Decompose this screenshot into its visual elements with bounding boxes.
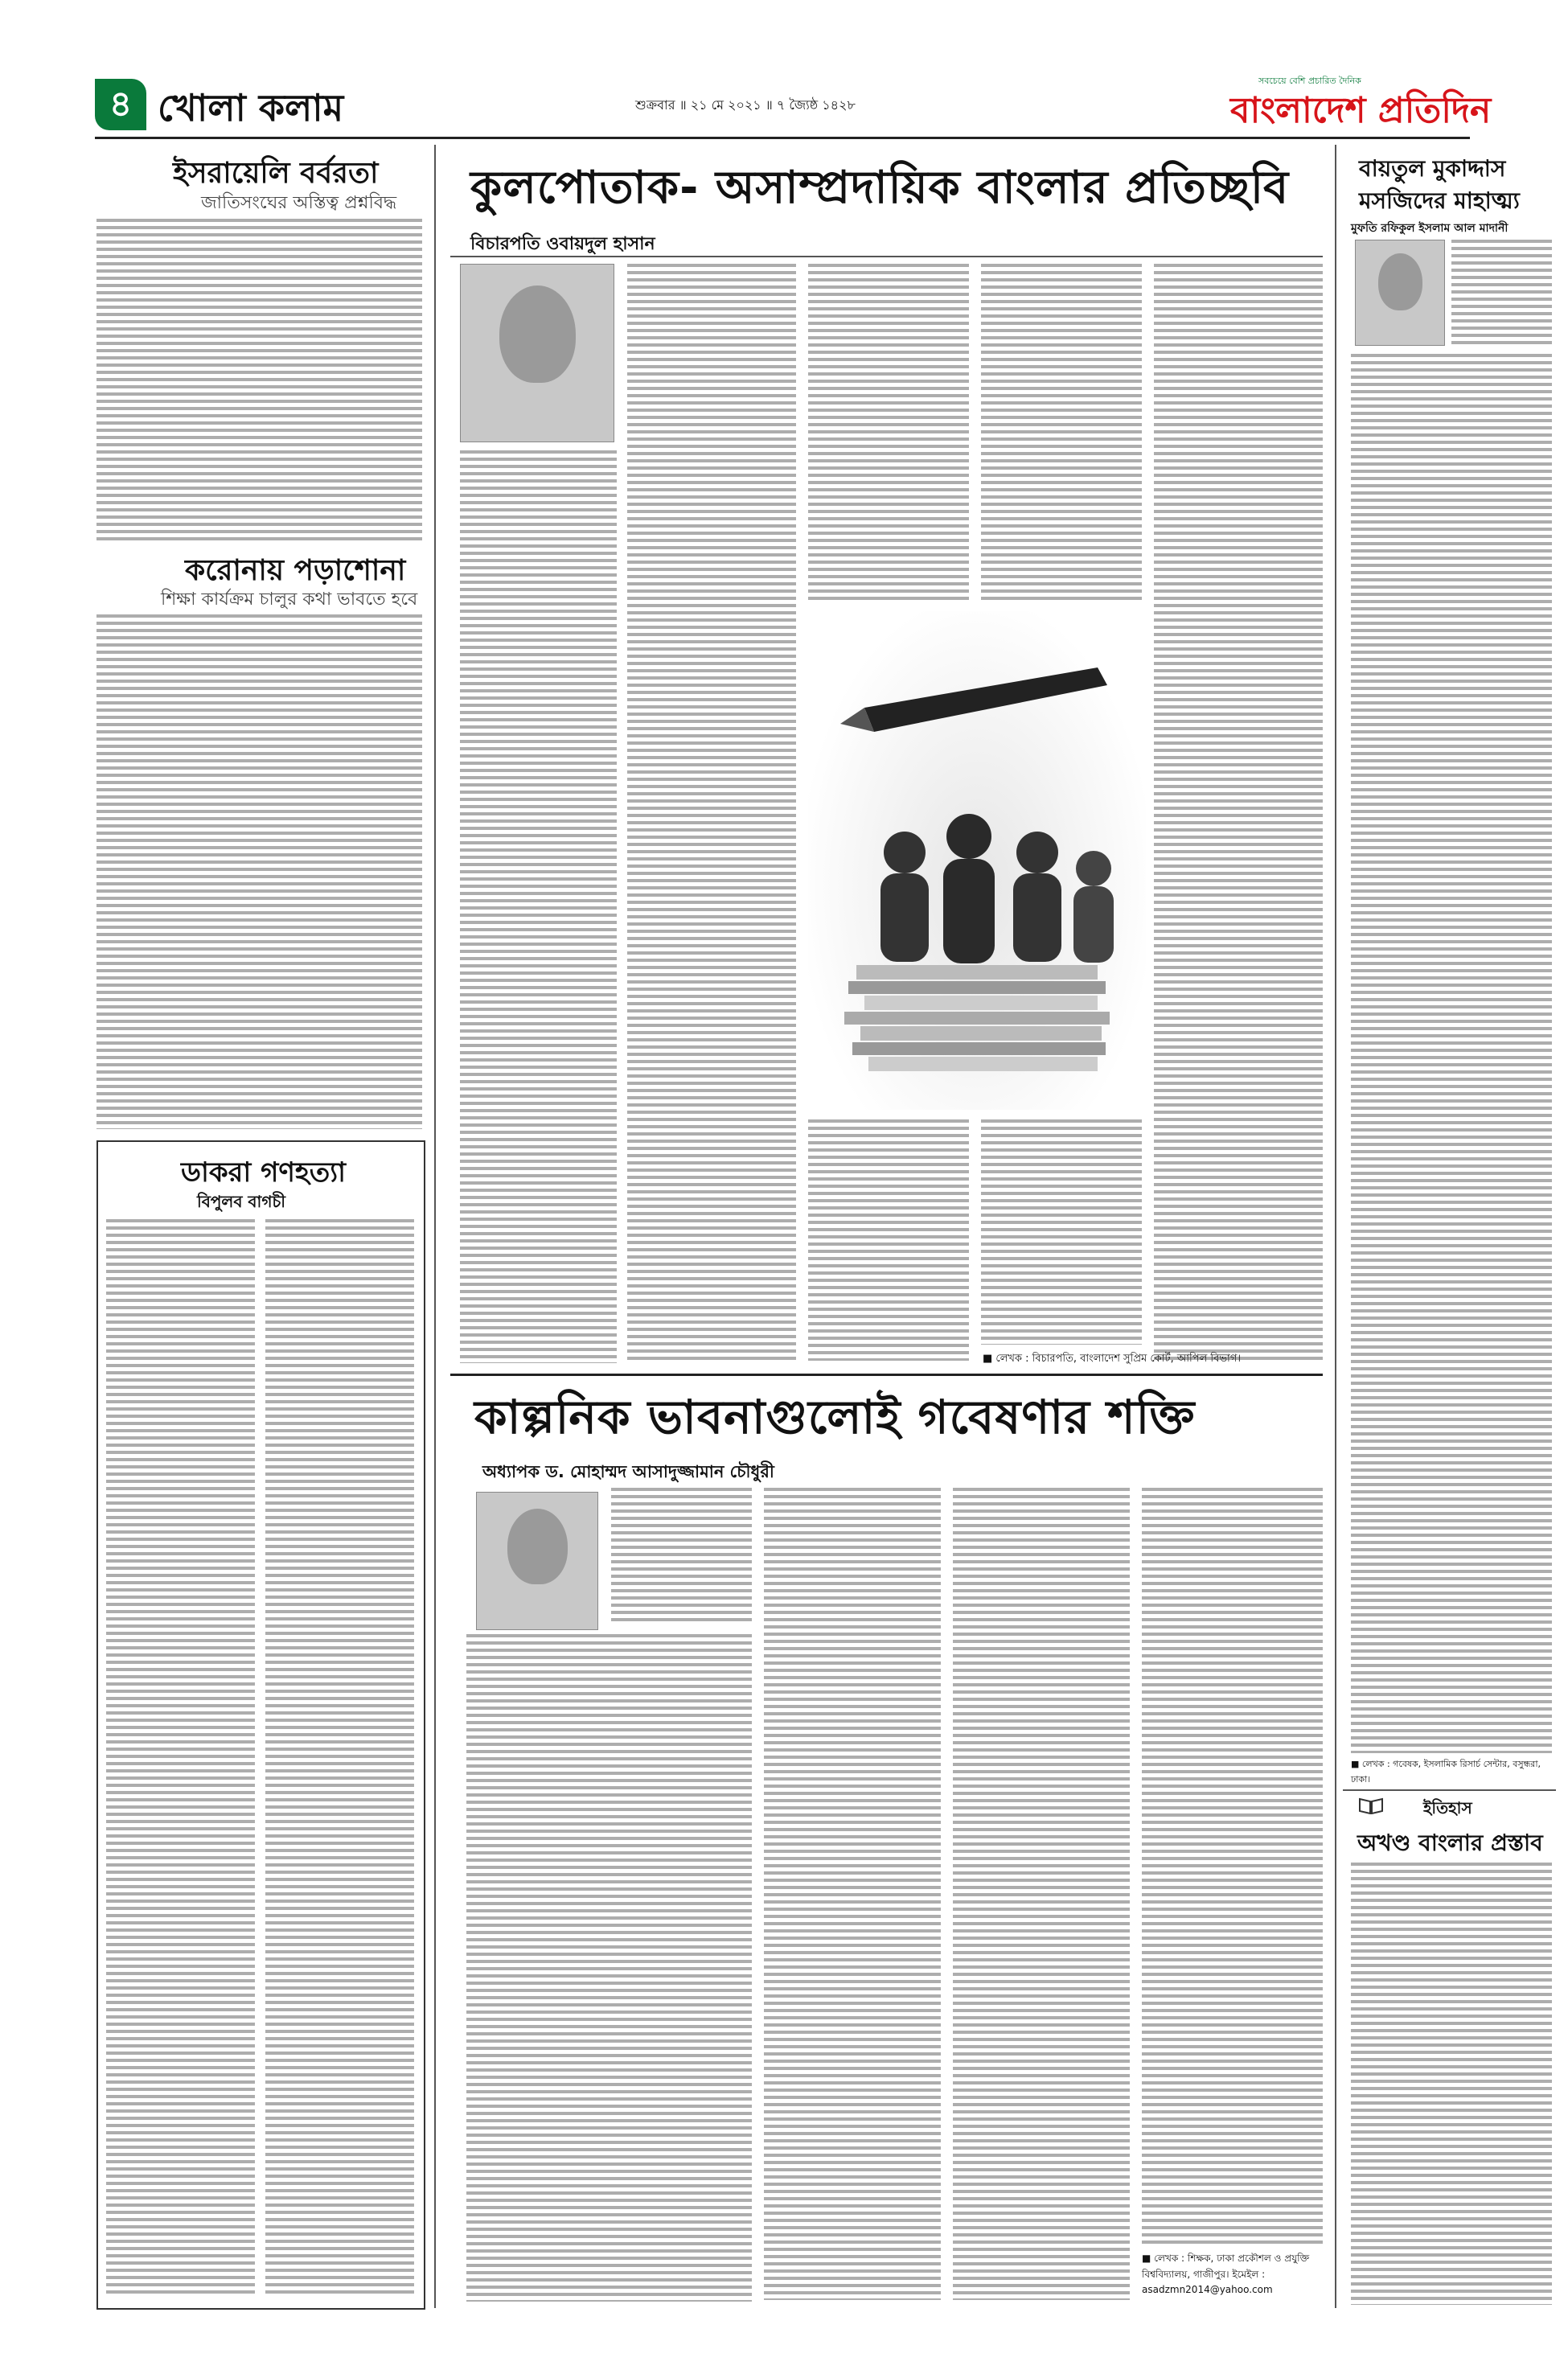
byline-rule <box>450 256 1323 257</box>
article-title: কুলপোতাক- অসাম্প্রদায়িক বাংলার প্রতিচ্ছবি <box>470 162 1290 214</box>
right-divider <box>1343 1789 1556 1791</box>
article-title: করোনায় পড়াশোনা <box>185 554 406 587</box>
author-footer: ■ লেখক : গবেষক, ইসলামিক রিসার্চ সেন্টার, বসুন্ধরা, ঢাকা। <box>1351 1759 1541 1785</box>
section-title: খোলা কলাম <box>158 86 344 129</box>
article-body <box>96 614 422 1129</box>
article-body-col2 <box>764 1488 941 2300</box>
article-byline: বিচারপতি ওবায়দুল হাসান <box>470 234 655 254</box>
article-body <box>96 219 422 540</box>
article-body <box>1351 354 1552 1753</box>
issue-date: শুক্রবার ॥ ২১ মে ২০২১ ॥ ৭ জ্যৈষ্ঠ ১৪২৮ <box>635 97 856 113</box>
article-body-top <box>1451 240 1552 344</box>
article-body-col1-under-photo <box>460 450 617 1363</box>
article-body-col4-bottom <box>981 1119 1142 1345</box>
pen-crowd-illustration <box>808 611 1146 1110</box>
article-title: কাল্পনিক ভাবনাগুলোই গবেষণার শক্তি <box>474 1390 1196 1444</box>
article-title: ডাকরা গণহত্যা <box>181 1156 347 1189</box>
author-footer: ■ লেখক : শিক্ষক, ঢাকা প্রকৌশল ও প্রযুক্তি বিশ্ববিদ্যালয়, গাজীপুর। ইমেইল : asadzmn2014@yahoo.com <box>1142 2253 1310 2295</box>
author-photo <box>460 264 614 442</box>
article-body-col1 <box>611 1488 752 1624</box>
article-byline: মুফতি রফিকুল ইসলাম আল মাদানী <box>1351 222 1508 235</box>
article-title: অখণ্ড বাংলার প্রস্তাব <box>1357 1830 1543 1856</box>
article-title-line2: মসজিদের মাহাত্ম্য <box>1359 187 1520 214</box>
article-body <box>1351 1863 1552 2305</box>
article-body-col3 <box>808 264 969 602</box>
left-column-divider <box>434 145 436 2308</box>
article-subtitle: শিক্ষা কার্যক্রম চালুর কথা ভাবতে হবে <box>161 589 418 610</box>
article-body-col5 <box>1154 264 1323 1362</box>
article-body-col2 <box>265 1219 414 2297</box>
paper-logo: বাংলাদেশ প্রতিদিন <box>1230 90 1492 131</box>
masthead <box>0 0 1568 145</box>
page-number: ৪ <box>109 84 133 125</box>
right-column-divider <box>1335 145 1336 2308</box>
article-body-col1-lower <box>466 1634 752 2302</box>
article-body-col4 <box>981 264 1142 602</box>
author-photo <box>476 1492 598 1630</box>
author-footer: ■ লেখক : বিচারপতি, বাংলাদেশ সুপ্রিম কোর্ট, আপিল বিভাগ। <box>983 1353 1241 1365</box>
article-body-col3-bottom <box>808 1119 969 1361</box>
article-body-col1 <box>106 1219 255 2297</box>
article-title: ইসরায়েলি বর্বরতা <box>173 157 379 190</box>
illustration <box>808 611 1146 1110</box>
center-divider <box>450 1374 1323 1376</box>
article-byline: বিপুলব বাগচী <box>197 1192 285 1211</box>
author-photo <box>1355 240 1445 346</box>
book-icon <box>1359 1797 1383 1814</box>
masthead-rule <box>95 137 1470 139</box>
article-byline: অধ্যাপক ড. মোহাম্মদ আসাদুজ্জামান চৌধুরী <box>482 1462 774 1481</box>
article-title-line1: বায়তুল মুকাদ্দাস <box>1359 155 1506 182</box>
paper-tagline: সবচেয়ে বেশি প্রচারিত দৈনিক <box>1258 76 1361 86</box>
article-body-col1 <box>627 264 796 1362</box>
article-body-col4 <box>1142 1488 1323 2244</box>
article-kicker: ইতিহাস <box>1423 1798 1472 1817</box>
article-subtitle: জাতিসংঘের অস্তিত্ব প্রশ্নবিদ্ধ <box>201 193 397 213</box>
article-body-col3 <box>953 1488 1130 2300</box>
